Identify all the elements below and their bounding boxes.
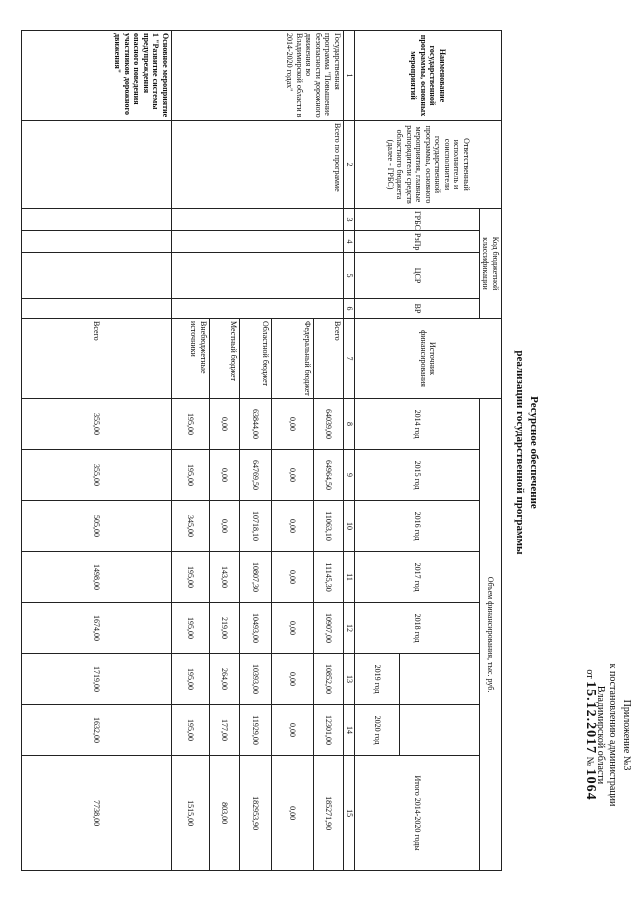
total-cell: 185271,90 <box>314 756 344 871</box>
total-cell: 0,00 <box>272 756 314 871</box>
value-cell: 195,00 <box>172 552 210 603</box>
value-cell: 10807,30 <box>240 552 272 603</box>
col-number: 1 <box>344 31 355 121</box>
value-cell: 264,00 <box>210 654 240 705</box>
source-cell: Всего <box>314 319 344 399</box>
date-prefix: от <box>584 669 595 679</box>
value-cell: 11145,30 <box>314 552 344 603</box>
col-number: 11 <box>344 552 355 603</box>
col-header-year: 2015 год <box>355 450 480 501</box>
table-row <box>22 31 172 871</box>
program-name: Государственная программа "Повышение безопасности дорожного движения во Владимирской области в 2014-2020 годах" <box>172 31 344 121</box>
value-cell: 0,00 <box>272 654 314 705</box>
col-number: 10 <box>344 501 355 552</box>
value-cell: 195,00 <box>172 450 210 501</box>
total-cell: 1515,00 <box>172 756 210 871</box>
source-cell: Федеральный бюджет <box>272 319 314 399</box>
source-cell: Местный бюджет <box>210 319 240 399</box>
col-header-year: 2019 год <box>355 654 400 705</box>
col-number: 3 <box>344 209 355 231</box>
value-cell: 219,00 <box>210 603 240 654</box>
col-header-grbs: ГРБС <box>355 209 480 231</box>
source-cell: Всего <box>22 319 172 399</box>
value-cell: 143,00 <box>210 552 240 603</box>
value-cell: 10852,00 <box>314 654 344 705</box>
col-header-volume: Объем финансирования, тыс. руб. <box>480 399 502 871</box>
value-cell: 1719,00 <box>22 654 172 705</box>
col-header-year: 2014 год <box>355 399 480 450</box>
region-line: Владимирской области <box>595 685 606 785</box>
empty-cell <box>172 209 344 231</box>
value-cell: 0,00 <box>272 501 314 552</box>
empty-cell <box>172 231 344 253</box>
value-cell: 195,00 <box>172 705 210 756</box>
source-cell: Внебюджетные источники <box>172 319 210 399</box>
value-cell: 64964,50 <box>314 450 344 501</box>
value-cell: 10718,10 <box>240 501 272 552</box>
col-header-budget-code: Код бюджетной классификации <box>480 209 502 319</box>
value-cell: 0,00 <box>272 705 314 756</box>
appendix-label: Приложение №3 <box>621 699 632 771</box>
col-header-name: Наименование государственной программы, основных мероприятий <box>355 31 502 121</box>
value-cell: 0,00 <box>210 399 240 450</box>
value-cell: 10907,00 <box>314 603 344 654</box>
empty-cell <box>22 231 172 253</box>
empty-cell <box>22 253 172 299</box>
value-cell: 0,00 <box>272 603 314 654</box>
col-number: 12 <box>344 603 355 654</box>
col-number: 5 <box>344 253 355 299</box>
col-number: 15 <box>344 756 355 871</box>
col-header-executor: Ответственный исполнитель и соисполнители государственной программы, основного мероприятия, главные распорядители средств областного бюджета (далее - ГРБС) <box>355 121 502 209</box>
col-number: 8 <box>344 399 355 450</box>
value-cell: 195,00 <box>172 654 210 705</box>
value-cell: 64039,00 <box>314 399 344 450</box>
doc-title: Ресурсное обеспечение <box>528 396 540 509</box>
empty-cell <box>22 299 172 319</box>
value-cell: 0,00 <box>272 552 314 603</box>
value-cell: 64769,50 <box>240 450 272 501</box>
col-number: 14 <box>344 705 355 756</box>
value-cell: 12301,00 <box>314 705 344 756</box>
decree-date: 15.12.2017 <box>583 681 598 755</box>
col-header-total: Итого 2014-2020 годы <box>355 756 480 871</box>
value-cell: 63844,00 <box>240 399 272 450</box>
activity-name: Основное мероприятие 1 "Развитие системы предупреждения опасного поведения участников дорожного движения" <box>22 31 172 121</box>
total-cell: 803,00 <box>210 756 240 871</box>
value-cell: 195,00 <box>172 399 210 450</box>
col-number: 13 <box>344 654 355 705</box>
value-cell: 505,00 <box>22 501 172 552</box>
value-cell: 0,00 <box>210 501 240 552</box>
empty-cell <box>172 299 344 319</box>
col-header-year: 2017 год <box>355 552 480 603</box>
decree-date-line <box>583 605 596 865</box>
decree-number: 1064 <box>583 768 598 801</box>
value-cell: 0,00 <box>210 450 240 501</box>
col-number: 2 <box>344 121 355 209</box>
resource-table <box>21 30 502 871</box>
empty-cell <box>400 654 480 705</box>
col-header-vr: ВР <box>355 299 480 319</box>
total-cell: 182953,90 <box>240 756 272 871</box>
program-executor: Всего по программе <box>172 121 344 209</box>
col-header-year: 2016 год <box>355 501 480 552</box>
empty-cell <box>22 121 172 209</box>
empty-cell <box>172 253 344 299</box>
value-cell: 355,00 <box>22 450 172 501</box>
number-prefix: № <box>584 756 595 767</box>
value-cell: 11063,10 <box>314 501 344 552</box>
empty-cell <box>400 705 480 756</box>
value-cell: 10493,00 <box>240 603 272 654</box>
table-row <box>314 31 344 871</box>
col-number: 4 <box>344 231 355 253</box>
col-header-source: Источник финансирования <box>355 319 502 399</box>
col-header-year: 2020 год <box>355 705 400 756</box>
col-header-rzpr: РзПр <box>355 231 480 253</box>
value-cell: 10393,00 <box>240 654 272 705</box>
source-cell: Областной бюджет <box>240 319 272 399</box>
doc-subtitle: реализации государственной программы <box>514 350 526 555</box>
col-number: 6 <box>344 299 355 319</box>
col-number: 9 <box>344 450 355 501</box>
total-cell: 7738,00 <box>22 756 172 871</box>
value-cell: 0,00 <box>272 399 314 450</box>
value-cell: 1632,00 <box>22 705 172 756</box>
value-cell: 177,00 <box>210 705 240 756</box>
decree-line: к постановлению администрации <box>607 663 618 807</box>
empty-cell <box>22 209 172 231</box>
value-cell: 1674,00 <box>22 603 172 654</box>
value-cell: 195,00 <box>172 603 210 654</box>
value-cell: 11929,00 <box>240 705 272 756</box>
value-cell: 1498,00 <box>22 552 172 603</box>
value-cell: 0,00 <box>272 450 314 501</box>
col-header-year: 2018 год <box>355 603 480 654</box>
value-cell: 355,00 <box>22 399 172 450</box>
col-header-csr: ЦСР <box>355 253 480 299</box>
value-cell: 345,00 <box>172 501 210 552</box>
col-number: 7 <box>344 319 355 399</box>
